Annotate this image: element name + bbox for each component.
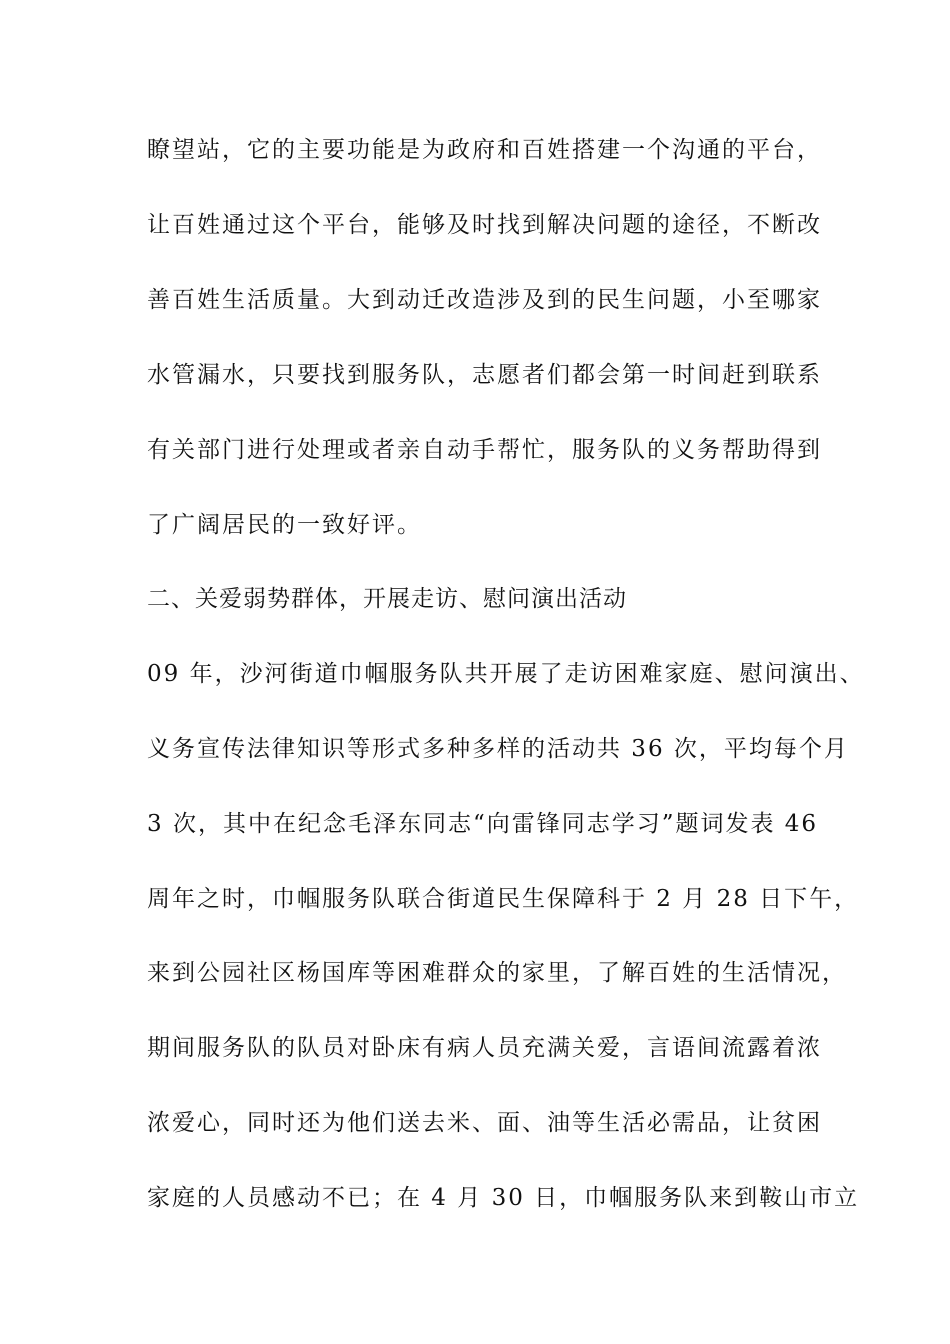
paragraph-line: 瞭望站，它的主要功能是为政府和百姓搭建一个沟通的平台， [147, 137, 822, 163]
paragraph-line: 09 年，沙河街道巾帼服务队共开展了走访困难家庭、慰问演出、 [147, 661, 865, 687]
paragraph-line: 家庭的人员感动不已；在 4 月 30 日，巾帼服务队来到鞍山市立 [147, 1185, 860, 1211]
paragraph-line: 浓爱心，同时还为他们送去米、面、油等生活必需品，让贫困 [147, 1110, 822, 1136]
paragraph-line: 水管漏水，只要找到服务队，志愿者们都会第一时间赶到联系 [147, 362, 822, 388]
paragraph-line: 3 次，其中在纪念毛泽东同志“向雷锋同志学习”题词发表 46 [147, 811, 819, 837]
section-heading: 二、关爱弱势群体，开展走访、慰问演出活动 [147, 586, 627, 612]
paragraph-line: 周年之时，巾帼服务队联合街道民生保障科于 2 月 28 日下午， [147, 886, 860, 912]
paragraph-line: 善百姓生活质量。大到动迁改造涉及到的民生问题，小至哪家 [147, 287, 822, 313]
paragraph-line: 有关部门进行处理或者亲自动手帮忙，服务队的义务帮助得到 [147, 437, 822, 463]
paragraph-line: 来到公园社区杨国库等困难群众的家里，了解百姓的生活情况， [147, 960, 847, 986]
paragraph-line: 了广阔居民的一致好评。 [147, 512, 422, 538]
paragraph-line: 期间服务队的队员对卧床有病人员充满关爱，言语间流露着浓 [147, 1035, 822, 1061]
paragraph-line: 让百姓通过这个平台，能够及时找到解决问题的途径，不断改 [147, 212, 822, 238]
paragraph-line: 义务宣传法律知识等形式多种多样的活动共 36 次，平均每个月 [147, 736, 849, 762]
